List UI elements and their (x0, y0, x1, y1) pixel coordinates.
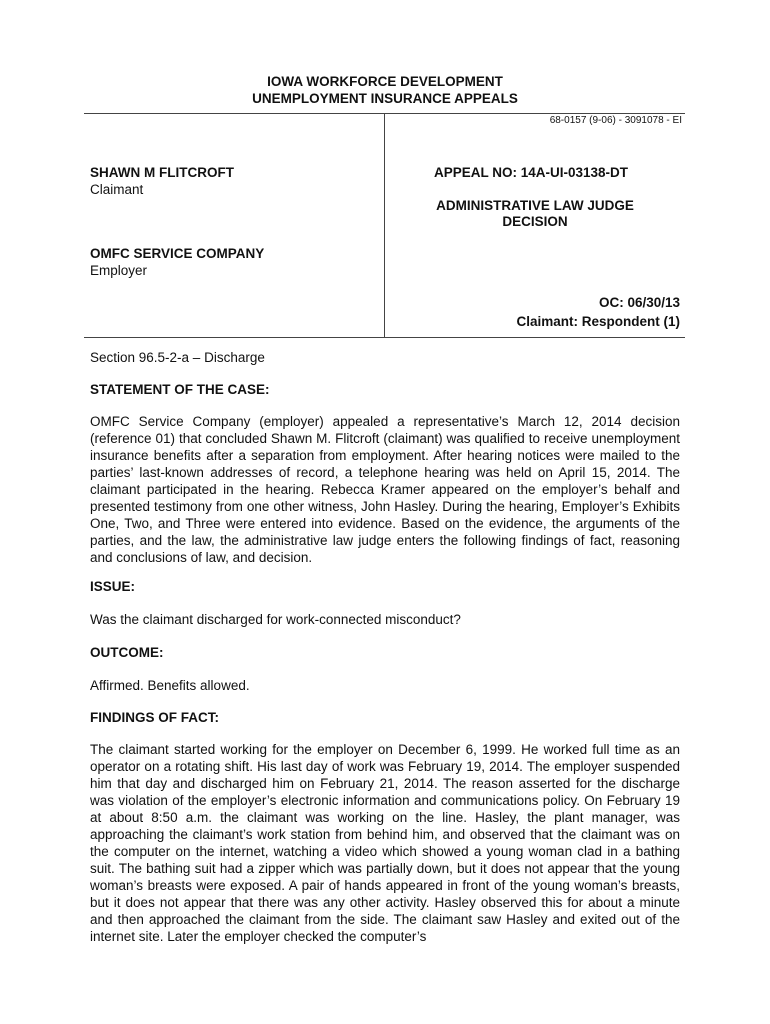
decision-title-line1: ADMINISTRATIVE LAW JUDGE (436, 198, 634, 213)
issue-heading: ISSUE: (90, 579, 136, 594)
section-reference: Section 96.5-2-a – Discharge (90, 350, 265, 365)
caption-divider (384, 113, 385, 337)
decision-title-line2: DECISION (502, 214, 568, 229)
form-number: 68-0157 (9-06) - 3091078 - EI (549, 115, 682, 126)
statement-body (90, 413, 680, 566)
outcome-text: Affirmed. Benefits allowed. (90, 678, 250, 693)
findings-text: The claimant started working for the employer on December 6, 1999. He worked full time as an operator on a rotating shift. His last day of work was February 19, 2014. The employer suspended him that day and discharged him on February 21, 2014. The reason asserted for the discharge was violation of the employer’s electronic information and communications policy. On February 19 at about 8:50 a.m. the claimant was working on the line. Hasley, the plant manager, was approaching the claimant’s work station from behind him, and observed that the claimant was on the computer on the internet, watching a video which showed a young woman clad in a bathing suit. The bathing suit had a zipper which was partially down, but it does not appear that the young woman’s breasts were exposed. A pair of hands appeared in front of the young woman’s breasts, but it does not appear that there was any other activity. Hasley observed this for about a minute and then approached the claimant from the side. The claimant saw Hasley and exited out of the internet site. Later the employer checked the computer’s (90, 742, 680, 944)
caption-bottom-divider (84, 337, 685, 338)
issue-text: Was the claimant discharged for work-connected misconduct? (90, 612, 461, 627)
agency-title: IOWA WORKFORCE DEVELOPMENT (267, 74, 503, 89)
division-title: UNEMPLOYMENT INSURANCE APPEALS (252, 91, 518, 106)
claimant-status: Claimant: Respondent (1) (516, 314, 680, 329)
employer-role: Employer (90, 263, 148, 278)
claimant-name: SHAWN M FLITCROFT (90, 165, 234, 180)
oc-date: OC: 06/30/13 (598, 295, 680, 310)
appeal-number: APPEAL NO: 14A-UI-03138-DT (434, 165, 629, 180)
findings-heading: FINDINGS OF FACT: (90, 710, 219, 725)
findings-body (90, 741, 680, 945)
statement-heading: STATEMENT OF THE CASE: (90, 382, 270, 397)
employer-name: OMFC SERVICE COMPANY (90, 246, 265, 261)
statement-text: OMFC Service Company (employer) appealed a representative’s March 12, 2014 decision (reference 01) that concluded Shawn M. Flitcroft (claimant) was qualified to receive unemployment insurance benefits after a separation from employment. After hearing notices were mailed to the parties’ last-known addresses of record, a telephone hearing was held on April 15, 2014. The claimant participated in the hearing. Rebecca Kramer appeared on the employer’s behalf and presented testimony from one other witness, John Hasley. During the hearing, Employer’s Exhibits One, Two, and Three were entered into evidence. Based on the evidence, the arguments of the parties, and the law, the administrative law judge enters the following findings of fact, reasoning and conclusions of law, and decision. (90, 414, 680, 565)
outcome-heading: OUTCOME: (90, 645, 164, 660)
claimant-role: Claimant (90, 182, 144, 197)
